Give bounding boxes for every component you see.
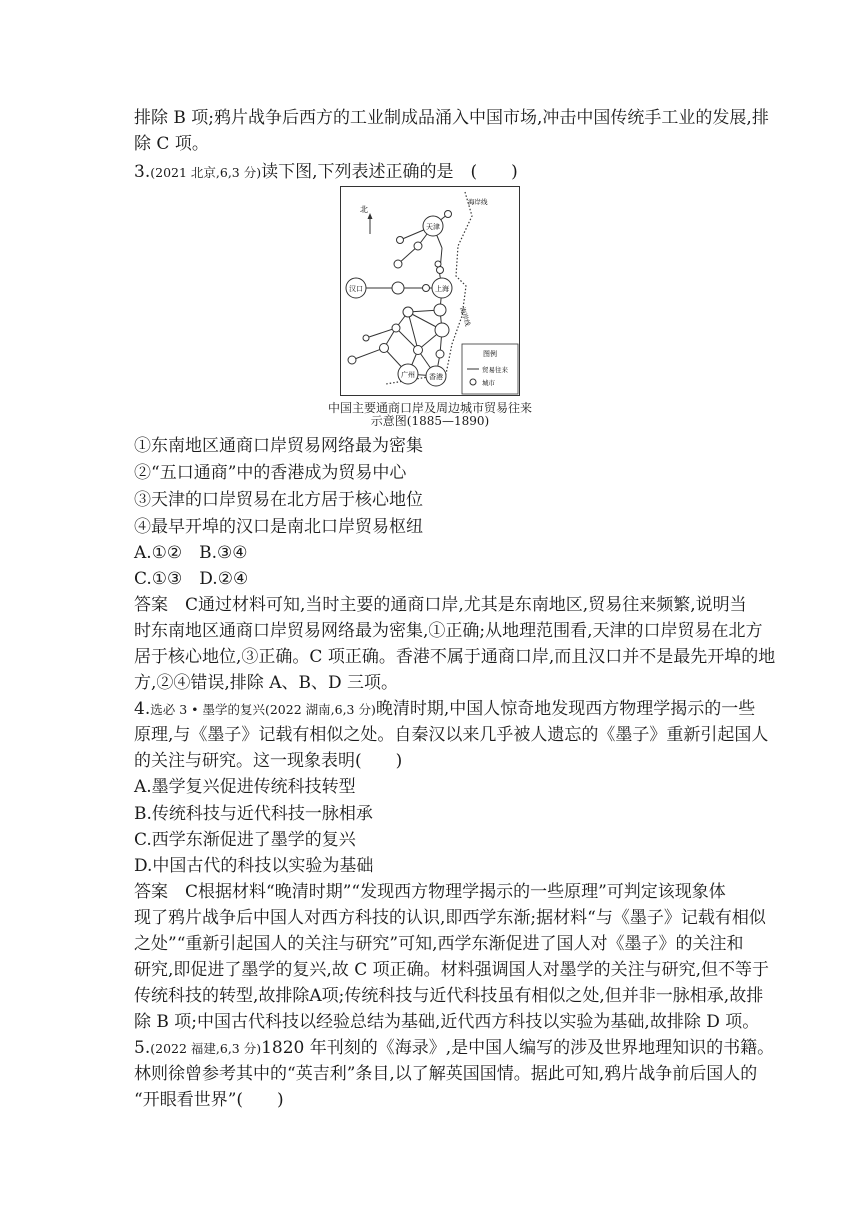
answer-text: 通过材料可知,当时主要的通商口岸,尤其是东南地区,贸易往来频繁,说明当 <box>198 595 747 615</box>
question-4-text: 原理,与《墨子》记载有相似之处。自秦汉以来几乎被人遗忘的《墨子》重新引起国人 <box>134 725 769 745</box>
statement-1: ①东南地区通商口岸贸易网络最为密集 <box>134 436 423 456</box>
answer-4-line <box>134 880 734 904</box>
answer-3-text: 居于核心地位,③正确。C 项正确。香港不属于通商口岸,而且汉口并不是最先开埠的地 <box>134 647 776 667</box>
statement-2: ②“五口通商”中的香港成为贸易中心 <box>134 463 407 483</box>
city-label-tianjin: 天津 <box>426 223 440 231</box>
question-source: 选必 3 • 墨学的复兴(2022 湖南,6,3 分) <box>150 702 376 717</box>
answer-text: 根据材料“晚清时期”“发现西方物理学揭示的一些原理”可判定该现象体 <box>198 882 726 902</box>
answer-label: 答案 C <box>134 882 199 902</box>
answer-4-text: 研究,即促进了墨学的复兴,故 C 项正确。材料强调国人对墨学的关注与研究,但不等于 <box>134 960 770 980</box>
text-line: 除 C 项。 <box>134 134 209 154</box>
question-3-stem <box>134 160 734 185</box>
coastline-label-top: 海岸线 <box>468 198 488 206</box>
question-text: 晚清时期,中国人惊奇地发现西方物理学揭示的一些 <box>375 699 756 719</box>
city-label-hankou: 汉口 <box>349 285 363 293</box>
answer-4-text: 除 B 项;中国古代科技以经验总结为基础,近代西方科技以实验为基础,故排除 D 项。 <box>134 1012 760 1032</box>
map-legend <box>462 344 518 394</box>
trade-map-figure <box>340 186 520 396</box>
city-label-hongkong: 香港 <box>429 373 443 381</box>
legend-trade-label: 贸易往来 <box>482 366 508 374</box>
city-label-guangzhou: 广州 <box>401 371 415 379</box>
question-number: 5. <box>134 1038 151 1058</box>
answer-3-text: 方,②④错误,排除 A、B、D 三项。 <box>134 673 399 693</box>
legend-city-label: 城市 <box>482 379 495 387</box>
north-arrow-head-icon <box>368 213 373 219</box>
question-5-stem <box>134 1036 775 1061</box>
answer-label: 答案 C <box>134 595 199 615</box>
answer-4-text: 之处”“重新引起国人的关注与研究”可知,西学东渐促进了国人对《墨子》的关注和 <box>134 934 744 954</box>
answer-4-text: 现了鸦片战争后中国人对西方科技的认识,即西学东渐;据材料“与《墨子》记载有相似 <box>134 908 766 928</box>
legend-title: 图例 <box>483 350 497 358</box>
question-4-stem <box>134 697 756 722</box>
option-b: B.传统科技与近代科技一脉相承 <box>134 804 373 824</box>
question-5-text: 林则徐曾参考其中的“英吉利”条目,以了解英国国情。据此可知,鸦片战争前后国人的 <box>134 1064 758 1084</box>
question-4-text: 的关注与研究。这一现象表明( ) <box>134 751 403 771</box>
option-d: D.中国古代的科技以实验为基础 <box>134 856 374 876</box>
north-label: 北 <box>360 205 368 214</box>
statement-3: ③天津的口岸贸易在北方居于核心地位 <box>134 490 423 510</box>
figure-caption-line-1: 中国主要通商口岸及周边城市贸易往来 <box>327 401 532 415</box>
text-line: 排除 B 项;鸦片战争后西方的工业制成品涌入中国市场,冲击中国传统手工业的发展,排 <box>134 108 769 128</box>
question-number: 4. <box>134 699 151 719</box>
statement-4: ④最早开埠的汉口是南北口岸贸易枢纽 <box>134 517 423 537</box>
answer-3-text: 时东南地区通商口岸贸易网络最为密集,①正确;从地理范围看,天津的口岸贸易在北方 <box>134 621 763 641</box>
answer-4-text: 传统科技的转型,故排除A项;传统科技与近代科技虽有相似之处,但并非一脉相承,故排 <box>134 986 764 1006</box>
city-label-shanghai: 上海 <box>435 285 449 293</box>
question-5-text: “开眼看世界”( ) <box>134 1090 284 1110</box>
legend-city-icon <box>470 379 476 385</box>
question-source: (2022 福建,6,3 分) <box>150 1041 262 1056</box>
question-text: 1820 年刊刻的《海录》,是中国人编写的涉及世界地理知识的书籍。 <box>261 1038 775 1058</box>
options-cd: C.①③ D.②④ <box>134 569 249 589</box>
figure-caption-line-2: 示意图(1885—1890) <box>370 414 490 428</box>
answer-3-line <box>134 593 747 617</box>
question-number: 3. <box>134 162 151 182</box>
question-source: (2021 北京,6,3 分) <box>150 165 262 180</box>
option-c: C.西学东渐促进了墨学的复兴 <box>134 830 356 850</box>
question-text: 读下图,下列表述正确的是 ( ) <box>261 162 518 182</box>
option-a: A.墨学复兴促进传统科技转型 <box>134 777 356 797</box>
coastline-label-mid: 海岸线 <box>458 306 472 328</box>
options-ab: A.①② B.③④ <box>134 543 248 563</box>
